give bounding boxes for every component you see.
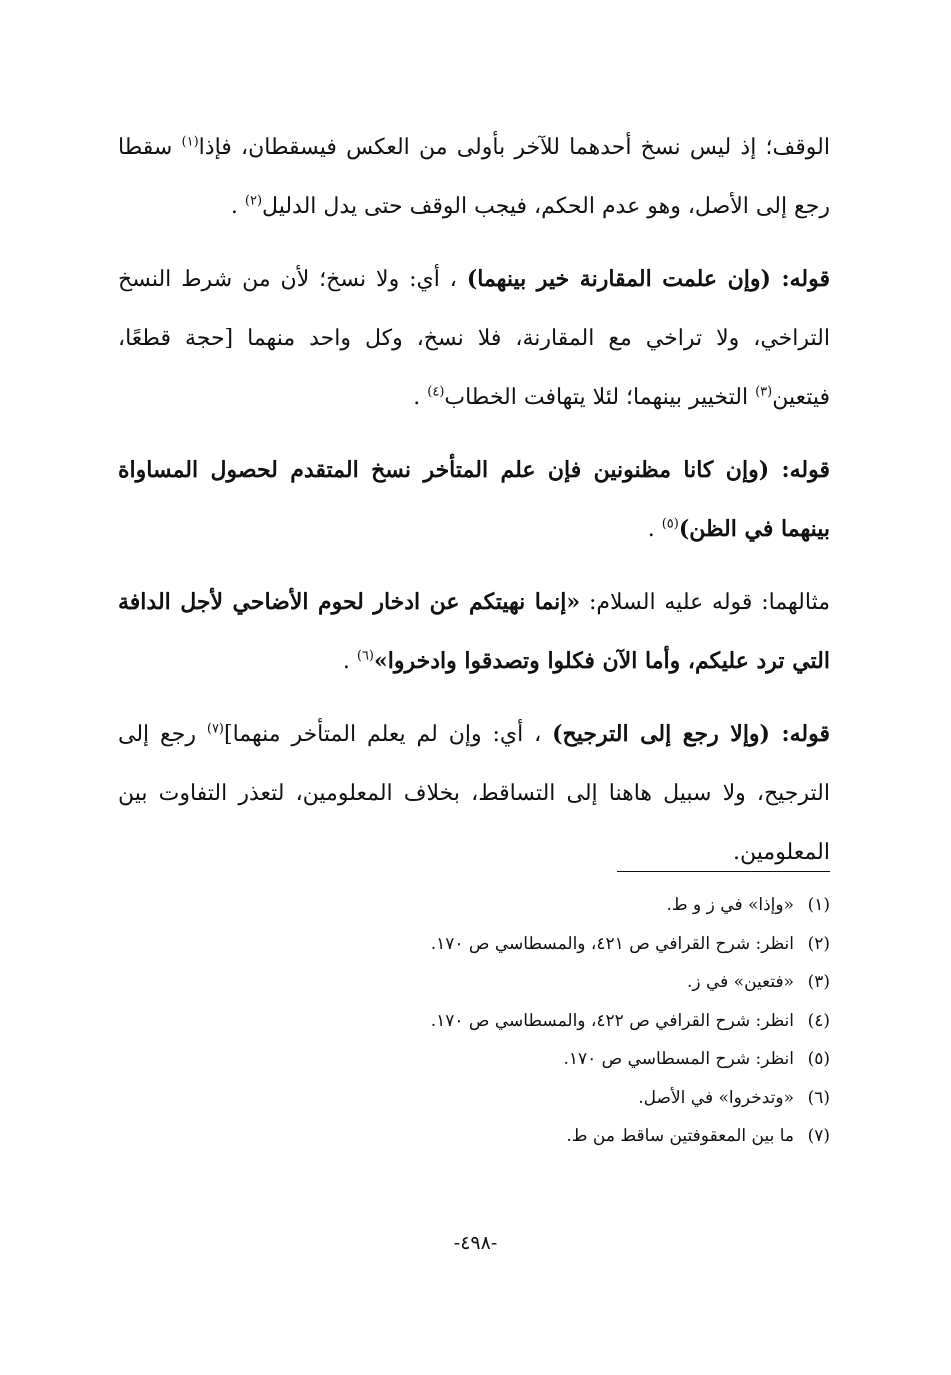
main-text xyxy=(118,118,830,896)
paragraph-5-lead: قوله: (وإلا رجع إلى الترجيح) xyxy=(552,721,831,747)
paragraph-1: الوقف؛ إذ ليس نسخ أحدهما للآخر بأولى من العكس فيسقطان، فإذا$^{(١)}$ سقطا رجع إلى الأصل، وهو عدم الحكم، فيجب الوقف حتى يدل الدليل$^{(٢)}$ . xyxy=(118,134,830,219)
footnote-item xyxy=(130,1117,830,1156)
footnote-marker-1: (١) xyxy=(181,134,199,150)
footnote-marker-4: (٤) xyxy=(427,384,445,400)
footnote-text: انظر: شرح القرافي ص ٤٢٢، والمسطاسي ص ١٧٠. xyxy=(430,1010,794,1031)
paragraph-3-lead: قوله: (وإن كانا مظنونين فإن علم المتأخر نسخ المتقدم لحصول المساواة بينهما في الظن) xyxy=(118,457,830,542)
footnote-item xyxy=(130,1040,830,1079)
page-number: -٤٩٨- xyxy=(453,1232,498,1254)
footnote-marker-6: (٦) xyxy=(356,648,374,664)
paragraph-2-line-2: شرط النسخ التراخي، ولا تراخي مع المقارنة، فلا نسخ، وكل واحد منهما xyxy=(118,267,830,351)
footnote-number: (٤) xyxy=(807,1010,830,1031)
footnote-number: (١) xyxy=(807,895,830,915)
paragraph-5-line-2: رجع إلى الترجيح، ولا سبيل هاهنا إلى التساقط، بخلاف المعلومين، لتعذر التفاوت بين المعلومين. xyxy=(118,722,830,865)
footnote-text: «فتعين» في ز. xyxy=(686,972,794,992)
footnote-item xyxy=(130,1079,830,1118)
footnote-number: (٢) xyxy=(807,933,830,954)
footnote-item xyxy=(130,1002,830,1041)
paragraph-2-line-4: التخيير بينهما؛ لئلا يتهافت الخطاب xyxy=(444,385,749,410)
footnote-text: ما بين المعقوفتين ساقط من ط. xyxy=(566,1126,794,1146)
footnote-separator xyxy=(617,871,830,872)
paragraph-2-lead: قوله: (وإن علمت المقارنة خير بينهما) xyxy=(466,266,830,292)
footnote-marker-3: (٣) xyxy=(755,384,773,400)
paragraph-2-line-1: ، أي: ولا نسخ؛ لأن من xyxy=(242,267,457,292)
paragraph-4-lead: مثالهما: قوله عليه السلام: xyxy=(588,590,831,615)
footnote-marker-7: (٧) xyxy=(206,721,224,737)
footnote-number: (٧) xyxy=(807,1126,830,1146)
footnote-item xyxy=(130,925,830,964)
footnote-marker-5: (٥) xyxy=(661,516,679,532)
paragraph-2-line-3: [حجة قطعًا، فيتعين xyxy=(118,326,830,410)
footnote-number: (٦) xyxy=(807,1087,830,1108)
footnote-item xyxy=(130,886,830,925)
paragraph-5 xyxy=(118,705,830,882)
footnote-marker-2: (٢) xyxy=(244,193,263,209)
footnote-number: (٣) xyxy=(807,972,830,992)
paragraph-3: قوله: (وإن كانا مظنونين فإن علم المتأخر نسخ المتقدم لحصول المساواة بينهما في الظن)$^{(٥)}$ . xyxy=(118,457,830,542)
paragraph-4: مثالهما: قوله عليه السلام: «إنما نهيتكم عن ادخار لحوم الأضاحي لأجل الدافة التي ترد عليكم، وأما الآن فكلوا وتصدقوا وادخروا»$^{(٦)}$ . xyxy=(118,589,831,674)
footnotes xyxy=(130,886,830,1156)
footnote-text: «وتدخروا» في الأصل. xyxy=(638,1087,794,1108)
footnote-text: «وإذا» في ز و ط. xyxy=(666,895,794,915)
paragraph-1-line-2: سقطا رجع إلى الأصل، وهو عدم الحكم، فيجب الوقف حتى يدل الدليل xyxy=(118,135,830,219)
footnote-number: (٥) xyxy=(807,1049,830,1069)
footnote-text: انظر: شرح القرافي ص ٤٢١، والمسطاسي ص ١٧٠. xyxy=(430,933,794,954)
paragraph-5-line-1: ، أي: وإن لم يعلم المتأخر منهما] xyxy=(224,722,542,747)
hadith-quote: «إنما نهيتكم عن ادخار لحوم الأضاحي لأجل الدافة التي ترد عليكم، وأما الآن فكلوا وتصدقوا وادخروا» xyxy=(118,589,830,674)
footnote-item xyxy=(130,963,830,1002)
paragraph-1-line-1: الوقف؛ إذ ليس نسخ أحدهما للآخر بأولى من العكس فيسقطان، فإذا xyxy=(198,135,830,160)
footnote-text: انظر: شرح المسطاسي ص ١٧٠. xyxy=(563,1049,794,1069)
paragraph-2: قوله: (وإن علمت المقارنة خير بينهما) ، أي: ولا نسخ؛ لأن من شرط النسخ التراخي، ولا تراخي مع المقارنة، فلا نسخ، وكل واحد منهما [حجة قطعًا، فيتعين$^{(٣)}$ التخيير بينهما؛ لئلا يتهافت الخطاب$^{(٤)}$ . xyxy=(118,266,830,410)
